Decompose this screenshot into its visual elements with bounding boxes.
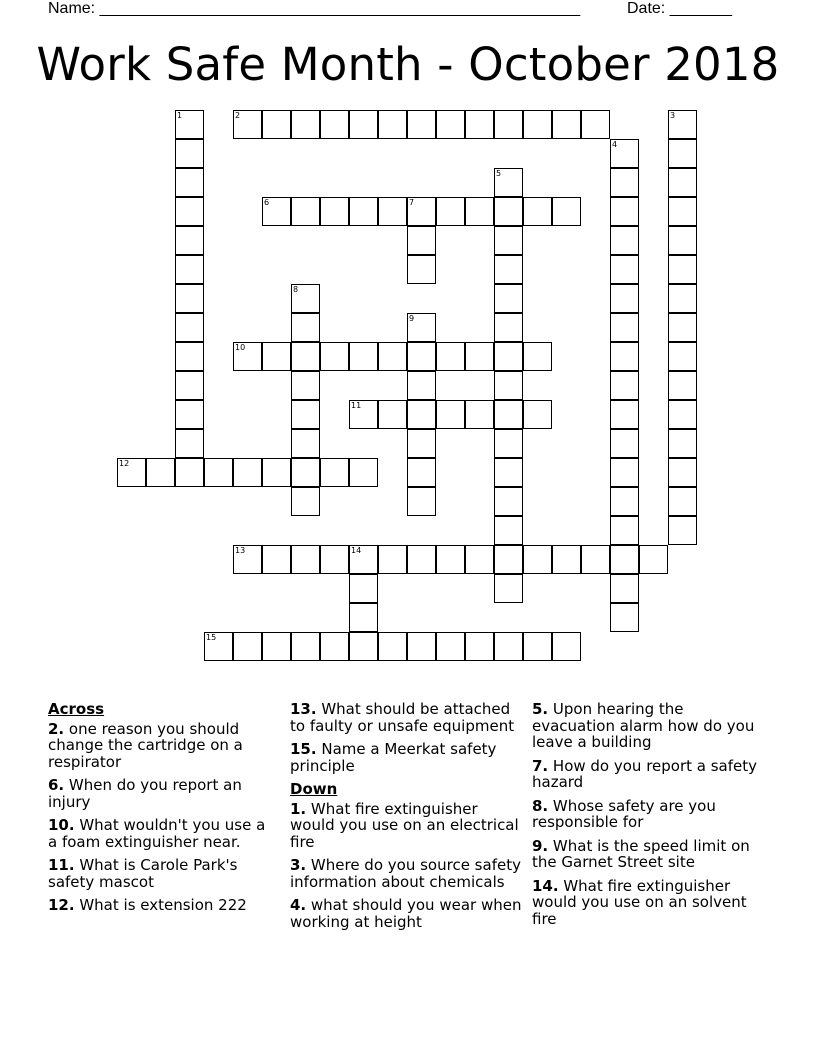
grid-cell[interactable] [407, 545, 436, 574]
grid-cell[interactable] [494, 632, 523, 661]
grid-cell[interactable] [291, 342, 320, 371]
clue-down-1: 1. What fire extinguisher would you use on an electrical fire [290, 799, 519, 851]
grid-cell[interactable] [262, 632, 291, 661]
clue-across-15: 15. Name a Meerkat safety principle [290, 740, 497, 775]
grid-cell[interactable] [581, 110, 610, 139]
clue-number-label: 9 [409, 314, 415, 323]
grid-cell[interactable] [407, 458, 436, 487]
grid-cell[interactable] [436, 342, 465, 371]
grid-cell[interactable] [349, 458, 378, 487]
clue-across-10: 10. What wouldn't you use a a foam extinguisher near. [48, 816, 266, 851]
grid-cell[interactable] [291, 110, 320, 139]
clue-number-label: 15 [206, 633, 217, 642]
grid-cell[interactable] [465, 400, 494, 429]
grid-cell[interactable] [523, 342, 552, 371]
grid-cell[interactable] [610, 574, 639, 603]
clue-down-4: 4. what should you wear when working at height [290, 896, 522, 931]
grid-cell[interactable] [494, 458, 523, 487]
grid-cell[interactable] [175, 284, 204, 313]
clue-down-8: 8. Whose safety are you responsible for [532, 796, 716, 831]
grid-cell[interactable] [639, 545, 668, 574]
clue-column-1 [48, 701, 274, 921]
grid-cell[interactable] [494, 226, 523, 255]
grid-cell[interactable] [407, 371, 436, 400]
grid-cell[interactable] [378, 400, 407, 429]
clue-number-label: 10 [235, 343, 246, 352]
down-heading: Down [290, 780, 338, 798]
clue-across-6: 6. When do you report an injury [48, 776, 242, 811]
grid-cell[interactable] [610, 603, 639, 632]
grid-cell[interactable] [610, 226, 639, 255]
clue-number-label: 5 [496, 169, 502, 178]
grid-cell[interactable] [349, 632, 378, 661]
clue-number-label: 7 [409, 198, 415, 207]
grid-cell[interactable] [494, 110, 523, 139]
grid-cell[interactable] [320, 110, 349, 139]
grid-cell[interactable] [523, 400, 552, 429]
grid-cell[interactable] [349, 197, 378, 226]
grid-cell[interactable] [465, 632, 494, 661]
grid-cell[interactable] [668, 371, 697, 400]
grid-cell[interactable] [552, 197, 581, 226]
grid-cell[interactable] [668, 255, 697, 284]
grid-cell[interactable] [465, 342, 494, 371]
grid-cell[interactable] [494, 516, 523, 545]
clue-number-label: 13 [235, 546, 246, 555]
grid-cell[interactable] [668, 516, 697, 545]
grid-cell[interactable] [320, 197, 349, 226]
grid-cell[interactable] [349, 574, 378, 603]
clue-down-3: 3. Where do you source safety information about chemicals [290, 856, 521, 891]
grid-cell[interactable] [494, 487, 523, 516]
grid-cell[interactable] [175, 197, 204, 226]
grid-cell[interactable] [378, 197, 407, 226]
grid-cell[interactable] [407, 255, 436, 284]
grid-cell[interactable] [262, 110, 291, 139]
grid-cell[interactable] [407, 632, 436, 661]
grid-cell[interactable] [407, 110, 436, 139]
grid-cell[interactable] [291, 313, 320, 342]
grid-cell[interactable] [291, 371, 320, 400]
puzzle-title: Work Safe Month - October 2018 [36, 38, 780, 91]
grid-cell[interactable] [436, 632, 465, 661]
grid-cell[interactable] [494, 284, 523, 313]
grid-cell[interactable] [175, 168, 204, 197]
grid-cell[interactable] [175, 342, 204, 371]
grid-cell[interactable] [610, 400, 639, 429]
grid-cell[interactable] [668, 139, 697, 168]
grid-cell[interactable] [494, 574, 523, 603]
grid-cell[interactable] [146, 458, 175, 487]
grid-cell[interactable] [175, 429, 204, 458]
grid-cell[interactable] [465, 197, 494, 226]
clue-column-3 [532, 701, 768, 934]
name-field[interactable]: Name: ______________________________________________________ [48, 0, 581, 17]
grid-cell[interactable] [523, 110, 552, 139]
grid-cell[interactable] [436, 400, 465, 429]
grid-cell[interactable] [233, 632, 262, 661]
clue-across-2: 2. one reason you should change the cartridge on a respirator [48, 719, 243, 771]
grid-cell[interactable] [668, 226, 697, 255]
grid-cell[interactable] [291, 197, 320, 226]
grid-cell[interactable] [291, 429, 320, 458]
grid-cell[interactable] [349, 110, 378, 139]
grid-cell[interactable] [407, 342, 436, 371]
clue-across-13: 13. What should be attached to faulty or unsafe equipment [290, 700, 515, 735]
grid-cell[interactable] [552, 545, 581, 574]
grid-cell[interactable] [581, 545, 610, 574]
grid-cell[interactable] [175, 255, 204, 284]
grid-cell[interactable] [291, 545, 320, 574]
grid-cell[interactable] [668, 429, 697, 458]
grid-cell[interactable] [494, 342, 523, 371]
grid-cell[interactable] [175, 371, 204, 400]
grid-cell[interactable] [610, 313, 639, 342]
grid-cell[interactable] [378, 110, 407, 139]
clue-number-label: 11 [351, 401, 362, 410]
clue-down-7: 7. How do you report a safety hazard [532, 756, 758, 791]
grid-cell[interactable] [610, 516, 639, 545]
clue-number-label: 4 [612, 140, 618, 149]
clue-down-9: 9. What is the speed limit on the Garnet Street site [532, 836, 750, 871]
grid-cell[interactable] [610, 284, 639, 313]
grid-cell[interactable] [494, 255, 523, 284]
clue-down-14: 14. What fire extinguisher would you use on an solvent fire [532, 876, 747, 928]
grid-cell[interactable] [262, 458, 291, 487]
grid-cell[interactable] [175, 139, 204, 168]
grid-cell[interactable] [378, 545, 407, 574]
grid-cell[interactable] [436, 110, 465, 139]
grid-cell[interactable] [175, 313, 204, 342]
grid-cell[interactable] [668, 197, 697, 226]
grid-cell[interactable] [233, 458, 262, 487]
clue-across-11: 11. What is Carole Park's safety mascot [48, 856, 238, 891]
grid-cell[interactable] [291, 487, 320, 516]
grid-cell[interactable] [262, 342, 291, 371]
grid-cell[interactable] [175, 458, 204, 487]
grid-cell[interactable] [494, 429, 523, 458]
grid-cell[interactable] [349, 603, 378, 632]
grid-cell[interactable] [668, 313, 697, 342]
clue-number-label: 8 [293, 285, 299, 294]
grid-cell[interactable] [320, 342, 349, 371]
grid-cell[interactable] [610, 168, 639, 197]
grid-cell[interactable] [610, 545, 639, 574]
clue-down-5: 5. Upon hearing the evacuation alarm how do you leave a building [532, 700, 755, 751]
grid-cell[interactable] [320, 632, 349, 661]
grid-cell[interactable] [291, 632, 320, 661]
grid-cell[interactable] [523, 632, 552, 661]
clue-column-2 [290, 701, 526, 937]
grid-cell[interactable] [436, 545, 465, 574]
grid-cell[interactable] [610, 255, 639, 284]
grid-cell[interactable] [262, 545, 291, 574]
grid-cell[interactable] [494, 371, 523, 400]
grid-cell[interactable] [668, 284, 697, 313]
grid-cell[interactable] [465, 545, 494, 574]
clue-number-label: 1 [177, 111, 183, 120]
clue-number-label: 2 [235, 111, 241, 120]
grid-cell[interactable] [610, 197, 639, 226]
grid-cell[interactable] [610, 429, 639, 458]
grid-cell[interactable] [320, 458, 349, 487]
grid-cell[interactable] [175, 226, 204, 255]
grid-cell[interactable] [494, 545, 523, 574]
grid-cell[interactable] [436, 197, 465, 226]
clue-number-label: 12 [119, 459, 130, 468]
grid-cell[interactable] [610, 458, 639, 487]
clue-number-label: 14 [351, 546, 362, 555]
grid-cell[interactable] [494, 400, 523, 429]
grid-cell[interactable] [407, 400, 436, 429]
grid-cell[interactable] [465, 110, 494, 139]
grid-cell[interactable] [610, 371, 639, 400]
grid-cell[interactable] [523, 197, 552, 226]
grid-cell[interactable] [407, 226, 436, 255]
grid-cell[interactable] [407, 487, 436, 516]
grid-cell[interactable] [204, 458, 233, 487]
grid-cell[interactable] [668, 487, 697, 516]
clue-number-label: 6 [264, 198, 270, 207]
grid-cell[interactable] [320, 545, 349, 574]
grid-cell[interactable] [378, 342, 407, 371]
across-heading: Across [48, 700, 105, 718]
grid-cell[interactable] [291, 458, 320, 487]
grid-cell[interactable] [668, 168, 697, 197]
grid-cell[interactable] [407, 429, 436, 458]
grid-cell[interactable] [552, 110, 581, 139]
clue-across-12: 12. What is extension 222 [48, 896, 247, 914]
grid-cell[interactable] [668, 458, 697, 487]
grid-cell[interactable] [378, 632, 407, 661]
grid-cell[interactable] [494, 197, 523, 226]
grid-cell[interactable] [668, 342, 697, 371]
grid-cell[interactable] [494, 313, 523, 342]
grid-cell[interactable] [552, 632, 581, 661]
grid-cell[interactable] [610, 487, 639, 516]
grid-cell[interactable] [610, 342, 639, 371]
grid-cell[interactable] [523, 545, 552, 574]
date-field[interactable]: Date: _______ [627, 0, 732, 17]
clue-number-label: 3 [670, 111, 676, 120]
grid-cell[interactable] [175, 400, 204, 429]
grid-cell[interactable] [291, 400, 320, 429]
grid-cell[interactable] [668, 400, 697, 429]
grid-cell[interactable] [349, 342, 378, 371]
